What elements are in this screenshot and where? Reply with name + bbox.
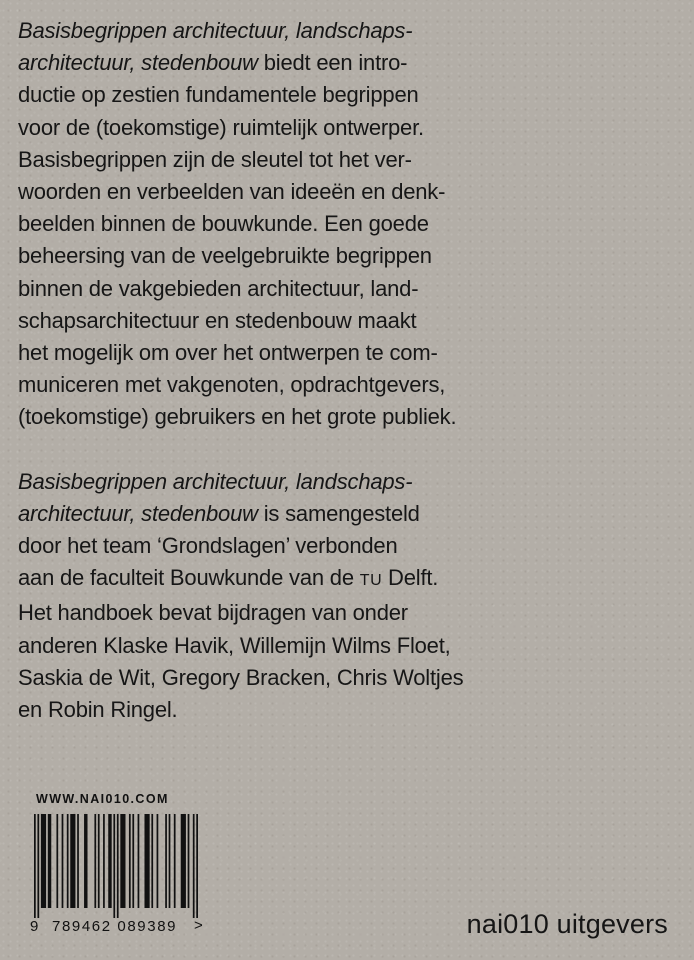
barcode-bar — [129, 814, 131, 908]
barcode-bar — [48, 814, 51, 908]
barcode-bar — [117, 814, 119, 918]
book-title-italic: architectuur, stedenbouw — [18, 50, 258, 76]
text-line: Saskia de Wit, Gregory Bracken, Chris Woltjes — [18, 664, 464, 690]
text-line: Basisbegrippen architectuur, landschaps- — [18, 18, 413, 43]
text-line: door het team ‘Grondslagen’ verbonden — [18, 533, 398, 559]
text-line: voor de (toekomstige) ruimtelijk ontwerper. — [18, 114, 424, 140]
text-line — [18, 47, 678, 79]
barcode-bar — [62, 814, 64, 908]
barcode-bar — [181, 814, 186, 908]
text-line: (toekomstige) gebruikers en het grote publiek. — [18, 404, 457, 430]
isbn-number: 789462 089389 — [52, 918, 178, 935]
barcode-bar — [41, 814, 46, 908]
text-line: municeren met vakgenoten, opdrachtgevers, — [18, 372, 446, 398]
isbn-barcode-block — [30, 790, 220, 945]
isbn-arrow: > — [194, 917, 203, 934]
text-line: woorden en verbeelden van ideeën en denk- — [18, 179, 446, 205]
barcode-bar — [174, 814, 176, 908]
tu-small-caps: TU — [359, 572, 383, 590]
barcode-bar — [103, 814, 105, 908]
blurb-paragraph-1 — [18, 15, 678, 434]
barcode-bar — [113, 814, 115, 918]
text-line: en Robin Ringel. — [18, 697, 178, 723]
barcode-bar — [70, 814, 75, 908]
text-line: schapsarchitectuur en stedenbouw maakt — [18, 307, 417, 333]
barcode-bar — [67, 814, 69, 908]
barcode-bar — [120, 814, 125, 908]
barcode-bar — [94, 814, 96, 908]
barcode-bar — [138, 814, 140, 908]
barcode-bar — [157, 814, 159, 908]
barcode-bar — [84, 814, 87, 908]
isbn-first-digit: 9 — [30, 918, 39, 935]
text-fragment: Delft. — [382, 565, 439, 591]
barcode-bar — [98, 814, 100, 908]
text-line: het mogelijk om over het ontwerpen te com- — [18, 340, 438, 366]
barcode-bar — [144, 814, 149, 908]
text-line: beelden binnen de bouwkunde. Een goede — [18, 211, 429, 237]
text-fragment: biedt een intro- — [257, 50, 408, 76]
barcode-bar — [151, 814, 153, 908]
blurb-text — [18, 15, 678, 726]
barcode-bar — [56, 814, 58, 908]
barcode-icon — [34, 814, 198, 918]
barcode-bar — [165, 814, 167, 908]
barcode-bar — [132, 814, 134, 908]
text-line: Het handboek bevat bijdragen van onder — [18, 600, 408, 626]
text-line — [18, 562, 678, 597]
text-fragment: is samengesteld — [257, 500, 420, 526]
barcode-bar — [169, 814, 171, 908]
barcode-bar — [37, 814, 39, 918]
barcode-bar — [108, 814, 111, 908]
blurb-paragraph-2 — [18, 466, 678, 727]
barcode-bar — [77, 814, 79, 908]
barcode-bar — [193, 814, 195, 918]
text-fragment: aan de faculteit Bouwkunde van de — [18, 565, 360, 591]
barcode-bar — [196, 814, 198, 918]
text-line: ductie op zestien fundamentele begrippen — [18, 82, 419, 108]
text-line — [18, 498, 678, 530]
text-line: binnen de vakgebieden architectuur, land- — [18, 275, 419, 301]
barcode-bar — [188, 814, 190, 908]
text-line: beheersing van de veelgebruikte begrippen — [18, 243, 432, 269]
book-title-italic: architectuur, stedenbouw — [18, 500, 258, 526]
barcode-bar — [34, 814, 36, 918]
text-line: Basisbegrippen zijn de sleutel tot het ver- — [18, 146, 412, 172]
website-url[interactable]: WWW.NAI010.COM — [36, 792, 169, 806]
text-line: anderen Klaske Havik, Willemijn Wilms Floet, — [18, 632, 451, 658]
text-line: Basisbegrippen architectuur, landschaps- — [18, 468, 413, 494]
publisher-name: nai010 uitgevers — [466, 909, 668, 939]
